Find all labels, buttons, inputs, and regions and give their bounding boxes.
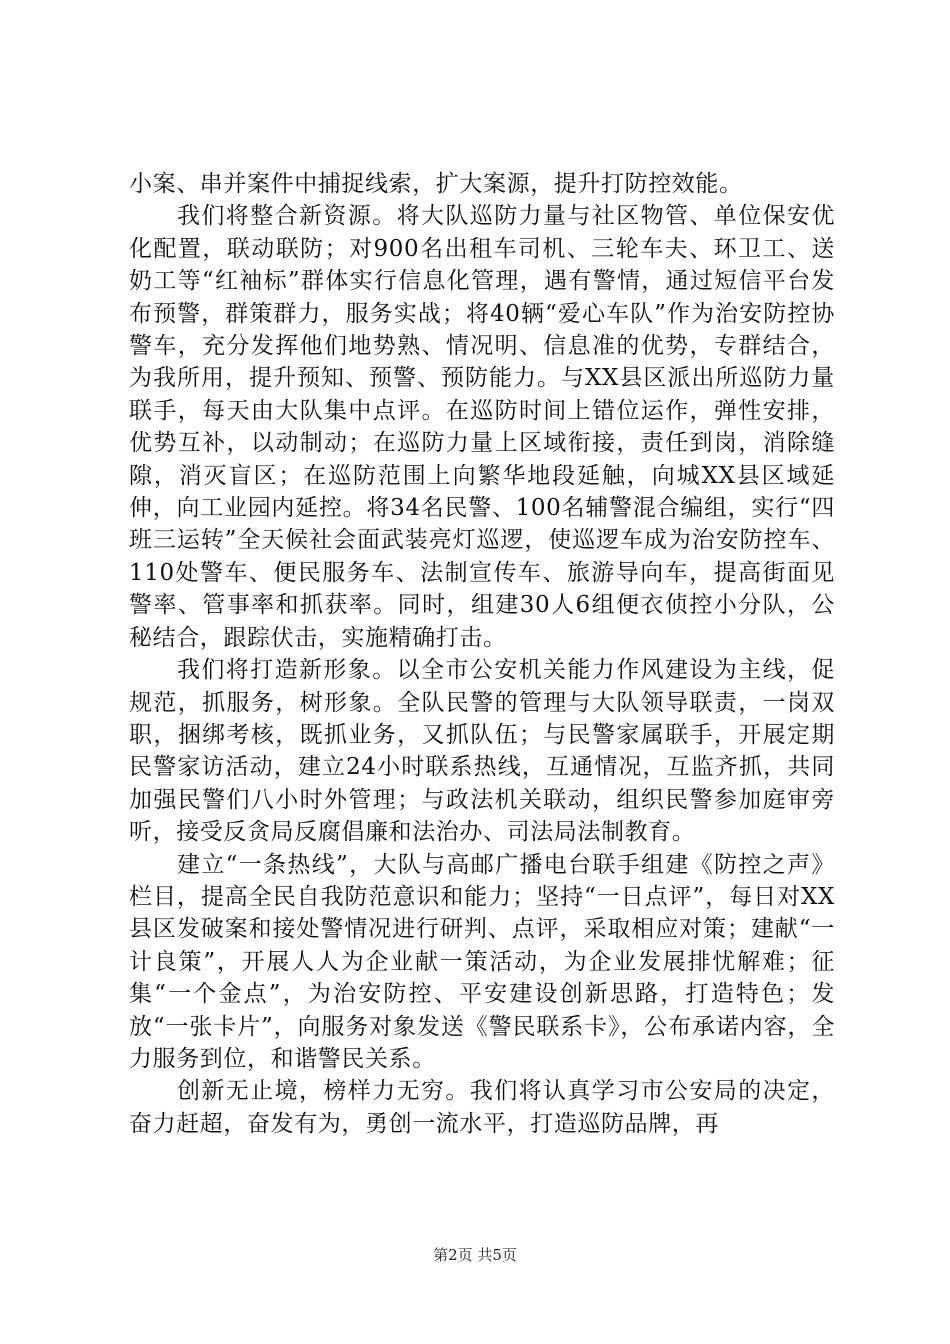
page-number-footer: 第2页 共5页 — [433, 1246, 517, 1264]
paragraph-continuation: 小案、串并案件中捕捉线索，扩大案源，提升打防控效能。 — [129, 171, 743, 197]
paragraph-integrate-resources: 我们将整合新资源。将大队巡防力量与社区物管、单位保安优化配置，联动联防；对900名出租车司机、三轮车夫、环卫工、送奶工等“红袖标”群体实行信息化管理，遇有警情，通过短信平台发布预警，群策群力，服务实战；将40辆“爱心车队”作为治安防控协警车，充分发挥他们地势熟、情况明、信息准的优势，专群结合，为我所用，提升预知、预警、预防能力。与XX县区派出所巡防力量联手，每天由大队集中点评。在巡防时间上错位运作，弹性安排，优势互补，以动制动；在巡防力量上区域衔接，责任到岗，消除缝隙，消灭盲区；在巡防范围上向繁华地段延触，向城XX县区域延伸，向工业园内延控。将34名民警、100名辅警混合编组，实行“四班三运转”全天候社会面武装亮灯巡逻，使巡逻车成为治安防控车、110处警车、便民服务车、法制宣传车、旅游导向车，提高街面见警率、管事率和抓获率。同时，组建30人6组便衣侦控小分队，公秘结合，跟踪伏击，实施精确打击。 — [129, 203, 835, 651]
paragraph-hotline-measures: 建立“一条热线”，大队与高邮广播电台联手组建《防控之声》栏目，提高全民自我防范意识和能力；坚持“一日点评”，每日对XX县区发破案和接处警情况进行研判、点评，采取相应对策；建献“一计良策”，开展人人为企业献一策活动，为企业发展排忧解难；征集“一个金点”，为治安防控、平安建设创新思路，打造特色；发放“一张卡片”，向服务对象发送《警民联系卡》，公布承诺内容，全力服务到位，和谐警民关系。 — [129, 851, 835, 1072]
paragraph-conclusion: 创新无止境，榜样力无穷。我们将认真学习市公安局的决定，奋力赶超，奋发有为，勇创一流水平，打造巡防品牌，再 — [129, 1078, 835, 1137]
document-body — [129, 168, 835, 1140]
paragraph-new-image: 我们将打造新形象。以全市公安机关能力作风建设为主线，促规范，抓服务，树形象。全队民警的管理与大队领导联责，一岗双职，捆绑考核，既抓业务，又抓队伍；与民警家属联手，开展定期民警家访活动，建立24小时联系热线，互通情况，互监齐抓，共同加强民警们八小时外管理；与政法机关联动，组织民警参加庭审旁听，接受反贪局反腐倡廉和法治办、司法局法制教育。 — [129, 657, 835, 846]
